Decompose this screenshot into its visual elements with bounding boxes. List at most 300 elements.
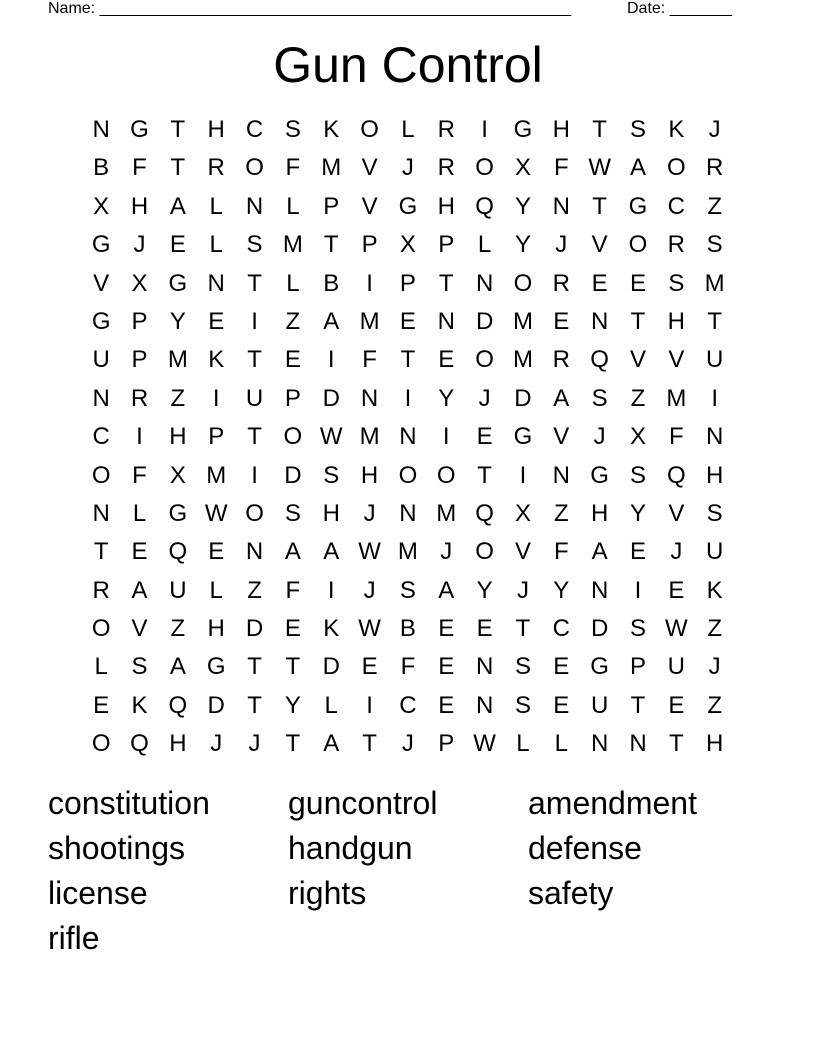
grid-cell: E <box>553 307 570 335</box>
grid-cell: P <box>323 192 340 220</box>
grid-cell: E <box>629 269 646 297</box>
grid-cell: E <box>438 615 455 643</box>
grid-cell: S <box>591 384 608 412</box>
grid-cell: L <box>209 231 223 259</box>
grid-cell: J <box>670 538 683 566</box>
grid-cell: N <box>92 499 110 527</box>
grid-cell: S <box>246 231 263 259</box>
grid-cell: M <box>704 269 725 297</box>
grid-cell: T <box>170 116 186 143</box>
grid-cell: E <box>629 538 646 566</box>
grid-cell: P <box>208 423 225 451</box>
grid-cell: J <box>440 538 453 566</box>
grid-cell: P <box>131 307 148 335</box>
grid-cell: Y <box>514 231 531 259</box>
grid-cell: H <box>169 423 187 451</box>
grid-cell: Y <box>169 307 186 335</box>
grid-cell: H <box>322 499 340 527</box>
grid-cell: S <box>131 653 148 681</box>
grid-cell: H <box>207 615 225 643</box>
grid-row <box>82 687 734 725</box>
grid-cell: E <box>284 346 301 374</box>
grid-cell: E <box>208 307 225 335</box>
grid-cell: V <box>629 346 646 374</box>
grid-cell: N <box>552 461 570 489</box>
grid-cell: J <box>478 384 491 412</box>
grid-cell: J <box>363 499 376 527</box>
grid-cell: U <box>92 346 110 374</box>
grid-cell: W <box>665 615 688 643</box>
grid-cell: I <box>327 576 335 604</box>
grid-cell: D <box>514 384 532 412</box>
grid-cell: V <box>361 154 378 182</box>
grid-cell: Y <box>629 499 646 527</box>
grid-cell: Z <box>630 384 646 412</box>
grid-cell: I <box>634 576 642 604</box>
grid-cell: J <box>248 730 261 758</box>
grid-cell: O <box>666 154 686 182</box>
word-bank-item: safety <box>528 875 614 911</box>
grid-cell: U <box>706 538 724 566</box>
grid-cell: V <box>668 499 685 527</box>
grid-cell: B <box>93 154 110 182</box>
grid-cell: O <box>245 154 264 182</box>
grid-cell: E <box>438 653 455 681</box>
grid-cell: C <box>92 423 110 451</box>
grid-cell: O <box>360 116 379 143</box>
grid-cell: R <box>706 154 724 182</box>
grid-cell: T <box>247 269 262 297</box>
grid-cell: K <box>131 691 148 719</box>
grid-cell: Q <box>475 499 494 527</box>
grid-cell: K <box>706 576 723 604</box>
grid-cell: L <box>516 730 530 758</box>
grid-cell: Q <box>475 192 494 220</box>
grid-cell: L <box>324 691 338 719</box>
grid-cell: E <box>208 538 225 566</box>
grid-cell: U <box>706 346 724 374</box>
grid-cell: J <box>516 576 529 604</box>
grid-cell: J <box>593 423 606 451</box>
grid-cell: M <box>512 307 533 335</box>
grid-cell: J <box>363 576 376 604</box>
grid-cell: G <box>590 653 609 681</box>
grid-cell: H <box>169 730 187 758</box>
grid-cell: T <box>592 116 607 143</box>
grid-cell: E <box>169 231 186 259</box>
grid-row <box>82 610 734 648</box>
grid-cell: Q <box>666 461 686 489</box>
grid-cell: R <box>130 384 149 412</box>
word-bank-item: rifle <box>48 920 100 956</box>
grid-cell: C <box>667 192 685 220</box>
grid-cell: R <box>552 269 570 297</box>
grid-cell: A <box>323 730 340 758</box>
grid-cell: S <box>629 461 646 489</box>
grid-cell: H <box>552 116 570 143</box>
grid-cell: V <box>591 231 608 259</box>
grid-cell: S <box>629 615 646 643</box>
grid-cell: M <box>321 154 342 182</box>
grid-cell: T <box>323 231 339 259</box>
grid-cell: M <box>397 538 418 566</box>
grid-cell: P <box>361 231 378 259</box>
grid-cell: N <box>207 269 225 297</box>
grid-cell: A <box>591 538 608 566</box>
grid-row <box>82 341 734 379</box>
grid-cell: F <box>132 154 147 182</box>
grid-cell: L <box>209 192 223 220</box>
grid-cell: T <box>93 538 109 566</box>
grid-cell: T <box>400 346 416 374</box>
grid-cell: O <box>475 154 494 182</box>
grid-cell: I <box>251 461 258 489</box>
grid-cell: E <box>668 576 685 604</box>
grid-cell: J <box>133 231 146 259</box>
grid-cell: E <box>668 691 685 719</box>
grid-cell: Q <box>590 346 609 374</box>
grid-cell: J <box>555 231 568 259</box>
grid-row <box>82 226 734 264</box>
grid-cell: W <box>204 499 228 527</box>
grid-cell: I <box>366 269 373 297</box>
grid-cell: I <box>404 384 412 412</box>
grid-cell: N <box>399 423 417 451</box>
grid-cell: O <box>628 231 648 259</box>
grid-cell: N <box>92 116 110 143</box>
grid-cell: Q <box>168 538 188 566</box>
grid-cell: K <box>323 116 340 143</box>
grid-cell: Z <box>170 615 186 643</box>
grid-cell: O <box>91 615 111 643</box>
grid-cell: O <box>475 346 494 374</box>
grid-cell: Q <box>168 691 188 719</box>
grid-cell: I <box>366 691 373 719</box>
grid-cell: X <box>629 423 646 451</box>
grid-cell: F <box>553 154 569 182</box>
grid-cell: Z <box>247 576 262 604</box>
grid-cell: F <box>362 346 377 374</box>
grid-cell: I <box>251 307 258 335</box>
grid-cell: E <box>553 653 570 681</box>
grid-row <box>82 380 734 418</box>
grid-cell: O <box>91 730 111 758</box>
grid-cell: Y <box>438 384 455 412</box>
grid-cell: Y <box>476 576 493 604</box>
grid-row <box>82 265 734 303</box>
grid-cell: O <box>436 461 456 489</box>
grid-cell: S <box>514 653 531 681</box>
page-title: Gun Control <box>273 37 543 93</box>
grid-cell: V <box>514 538 531 566</box>
grid-cell: A <box>284 538 301 566</box>
grid-cell: Y <box>514 192 531 220</box>
grid-cell: A <box>169 653 186 681</box>
grid-cell: N <box>590 730 609 758</box>
date-field: Date: _______ <box>627 0 732 17</box>
grid-cell: T <box>362 730 377 758</box>
grid-cell: Z <box>707 192 722 220</box>
grid-cell: P <box>131 346 148 374</box>
grid-cell: G <box>91 307 111 335</box>
word-bank-item: guncontrol <box>288 785 438 821</box>
grid-cell: O <box>513 269 533 297</box>
grid-cell: G <box>513 423 533 451</box>
grid-cell: O <box>91 461 111 489</box>
grid-cell: F <box>553 538 569 566</box>
grid-cell: E <box>591 269 608 297</box>
grid-cell: N <box>245 538 264 566</box>
grid-cell: M <box>359 423 380 451</box>
grid-cell: J <box>210 730 223 758</box>
grid-cell: F <box>285 154 301 182</box>
grid-cell: D <box>590 615 609 643</box>
grid-cell: Q <box>130 730 149 758</box>
grid-cell: D <box>322 653 340 681</box>
grid-cell: V <box>131 615 148 643</box>
grid-cell: M <box>282 231 303 259</box>
grid-cell: N <box>475 691 494 719</box>
grid-cell: F <box>285 576 301 604</box>
grid-cell: G <box>206 653 226 681</box>
grid-cell: D <box>245 615 264 643</box>
grid-cell: S <box>706 231 723 259</box>
grid-cell: W <box>358 615 381 643</box>
grid-cell: Z <box>170 384 186 412</box>
grid-cell: A <box>131 576 148 604</box>
grid-cell: C <box>552 615 570 643</box>
grid-row <box>82 572 734 610</box>
grid-cell: M <box>167 346 188 374</box>
grid-cell: G <box>130 116 149 143</box>
grid-row <box>82 418 734 456</box>
grid-cell: G <box>168 499 188 527</box>
grid-cell: H <box>706 461 724 489</box>
grid-cell: C <box>245 116 264 143</box>
grid-cell: M <box>436 499 457 527</box>
grid-cell: G <box>168 269 188 297</box>
grid-cell: G <box>590 461 609 489</box>
grid-cell: X <box>169 461 186 489</box>
word-bank-item: shootings <box>48 830 185 866</box>
grid-cell: E <box>476 615 493 643</box>
grid-cell: X <box>514 154 531 182</box>
grid-cell: T <box>247 691 262 719</box>
grid-cell: E <box>553 691 570 719</box>
grid-cell: I <box>481 116 488 143</box>
word-bank-item: license <box>48 875 148 911</box>
grid-cell: K <box>208 346 225 374</box>
grid-cell: T <box>247 346 262 374</box>
grid-cell: A <box>323 307 340 335</box>
grid-cell: A <box>553 384 570 412</box>
grid-cell: T <box>170 154 186 182</box>
word-bank-item: defense <box>528 830 642 866</box>
grid-cell: N <box>552 192 570 220</box>
grid-cell: O <box>283 423 303 451</box>
grid-cell: K <box>323 615 340 643</box>
grid-row <box>82 303 734 341</box>
grid-cell: N <box>437 307 455 335</box>
grid-cell: A <box>169 192 186 220</box>
grid-cell: X <box>514 499 531 527</box>
grid-row <box>82 111 734 149</box>
grid-cell: W <box>588 154 611 182</box>
grid-cell: D <box>322 384 340 412</box>
grid-cell: A <box>323 538 340 566</box>
grid-cell: N <box>475 269 494 297</box>
grid-cell: V <box>93 269 110 297</box>
grid-cell: R <box>437 116 455 143</box>
grid-cell: Z <box>707 615 722 643</box>
grid-cell: K <box>668 116 685 143</box>
grid-cell: E <box>438 346 455 374</box>
grid-cell: S <box>706 499 723 527</box>
grid-cell: H <box>437 192 455 220</box>
grid-cell: X <box>93 192 110 220</box>
grid-cell: S <box>514 691 531 719</box>
word-bank-item: constitution <box>48 785 210 821</box>
grid-cell: J <box>401 730 414 758</box>
grid-cell: G <box>91 231 111 259</box>
grid-cell: N <box>590 307 609 335</box>
grid-cell: P <box>438 730 455 758</box>
grid-cell: M <box>359 307 380 335</box>
grid-cell: N <box>629 730 647 758</box>
grid-cell: S <box>284 116 301 143</box>
grid-cell: G <box>398 192 418 220</box>
grid-cell: G <box>628 192 648 220</box>
grid-cell: D <box>207 691 225 719</box>
grid-cell: L <box>132 499 147 527</box>
grid-cell: V <box>361 192 378 220</box>
grid-cell: M <box>206 461 227 489</box>
grid-row <box>82 648 734 686</box>
grid-cell: V <box>553 423 570 451</box>
grid-cell: T <box>592 192 607 220</box>
grid-cell: I <box>327 346 335 374</box>
grid-cell: A <box>629 154 646 182</box>
grid-cell: T <box>247 423 262 451</box>
grid-cell: H <box>360 461 379 489</box>
grid-cell: E <box>93 691 110 719</box>
grid-cell: I <box>442 423 450 451</box>
grid-cell: E <box>131 538 148 566</box>
grid-cell: L <box>554 730 568 758</box>
grid-cell: U <box>169 576 187 604</box>
letter-grid <box>82 111 734 764</box>
grid-cell: H <box>667 307 685 335</box>
grid-cell: T <box>247 653 262 681</box>
grid-cell: Y <box>284 691 301 719</box>
grid-cell: I <box>711 384 718 412</box>
grid-cell: X <box>131 269 148 297</box>
name-field: Name: _____________________________________________________ <box>48 0 572 17</box>
grid-cell: X <box>399 231 416 259</box>
grid-row <box>82 725 734 763</box>
grid-cell: F <box>400 653 416 681</box>
grid-cell: S <box>284 499 301 527</box>
grid-cell: B <box>323 269 340 297</box>
grid-cell: F <box>132 461 147 489</box>
grid-cell: Z <box>553 499 569 527</box>
grid-cell: N <box>475 653 494 681</box>
word-bank-item: amendment <box>528 785 697 821</box>
grid-cell: T <box>285 653 301 681</box>
grid-cell: F <box>668 423 684 451</box>
grid-row <box>82 149 734 187</box>
grid-cell: L <box>401 116 415 143</box>
grid-cell: O <box>475 538 494 566</box>
grid-cell: T <box>515 615 531 643</box>
grid-cell: I <box>212 384 220 412</box>
grid-cell: R <box>207 154 225 182</box>
grid-cell: T <box>668 730 684 758</box>
grid-cell: Z <box>707 691 722 719</box>
grid-row <box>82 188 734 226</box>
grid-cell: R <box>552 346 570 374</box>
grid-cell: P <box>629 653 646 681</box>
grid-cell: L <box>286 269 300 297</box>
grid-cell: R <box>667 231 685 259</box>
grid-cell: P <box>399 269 416 297</box>
grid-cell: I <box>136 423 143 451</box>
grid-cell: G <box>513 116 533 143</box>
word-bank <box>48 781 768 961</box>
grid-cell: U <box>590 691 609 719</box>
grid-cell: U <box>667 653 685 681</box>
grid-cell: S <box>399 576 416 604</box>
word-bank-item: rights <box>288 875 367 911</box>
grid-cell: N <box>399 499 417 527</box>
grid-cell: D <box>475 307 494 335</box>
grid-cell: R <box>92 576 110 604</box>
grid-cell: O <box>245 499 264 527</box>
grid-cell: E <box>438 691 455 719</box>
worksheet-header <box>0 0 816 20</box>
grid-cell: L <box>286 192 300 220</box>
grid-cell: M <box>666 384 687 412</box>
grid-cell: E <box>399 307 416 335</box>
grid-cell: L <box>477 231 492 259</box>
grid-cell: W <box>319 423 343 451</box>
grid-cell: J <box>401 154 414 182</box>
grid-cell: N <box>706 423 724 451</box>
grid-cell: T <box>630 307 646 335</box>
grid-cell: B <box>399 615 416 643</box>
grid-cell: I <box>519 461 527 489</box>
grid-cell: R <box>437 154 455 182</box>
grid-cell: T <box>438 269 454 297</box>
grid-cell: W <box>358 538 381 566</box>
grid-cell: C <box>399 691 417 719</box>
grid-row <box>82 495 734 533</box>
grid-cell: T <box>477 461 492 489</box>
grid-cell: S <box>323 461 340 489</box>
grid-cell: E <box>361 653 378 681</box>
grid-cell: H <box>706 730 724 758</box>
grid-cell: U <box>245 384 264 412</box>
grid-cell: L <box>94 653 108 681</box>
grid-cell: P <box>438 231 455 259</box>
grid-cell: T <box>285 730 301 758</box>
grid-cell: S <box>629 116 646 143</box>
grid-cell: Z <box>285 307 301 335</box>
grid-cell: N <box>360 384 379 412</box>
grid-cell: N <box>92 384 110 412</box>
grid-cell: N <box>245 192 264 220</box>
grid-row <box>82 533 734 571</box>
